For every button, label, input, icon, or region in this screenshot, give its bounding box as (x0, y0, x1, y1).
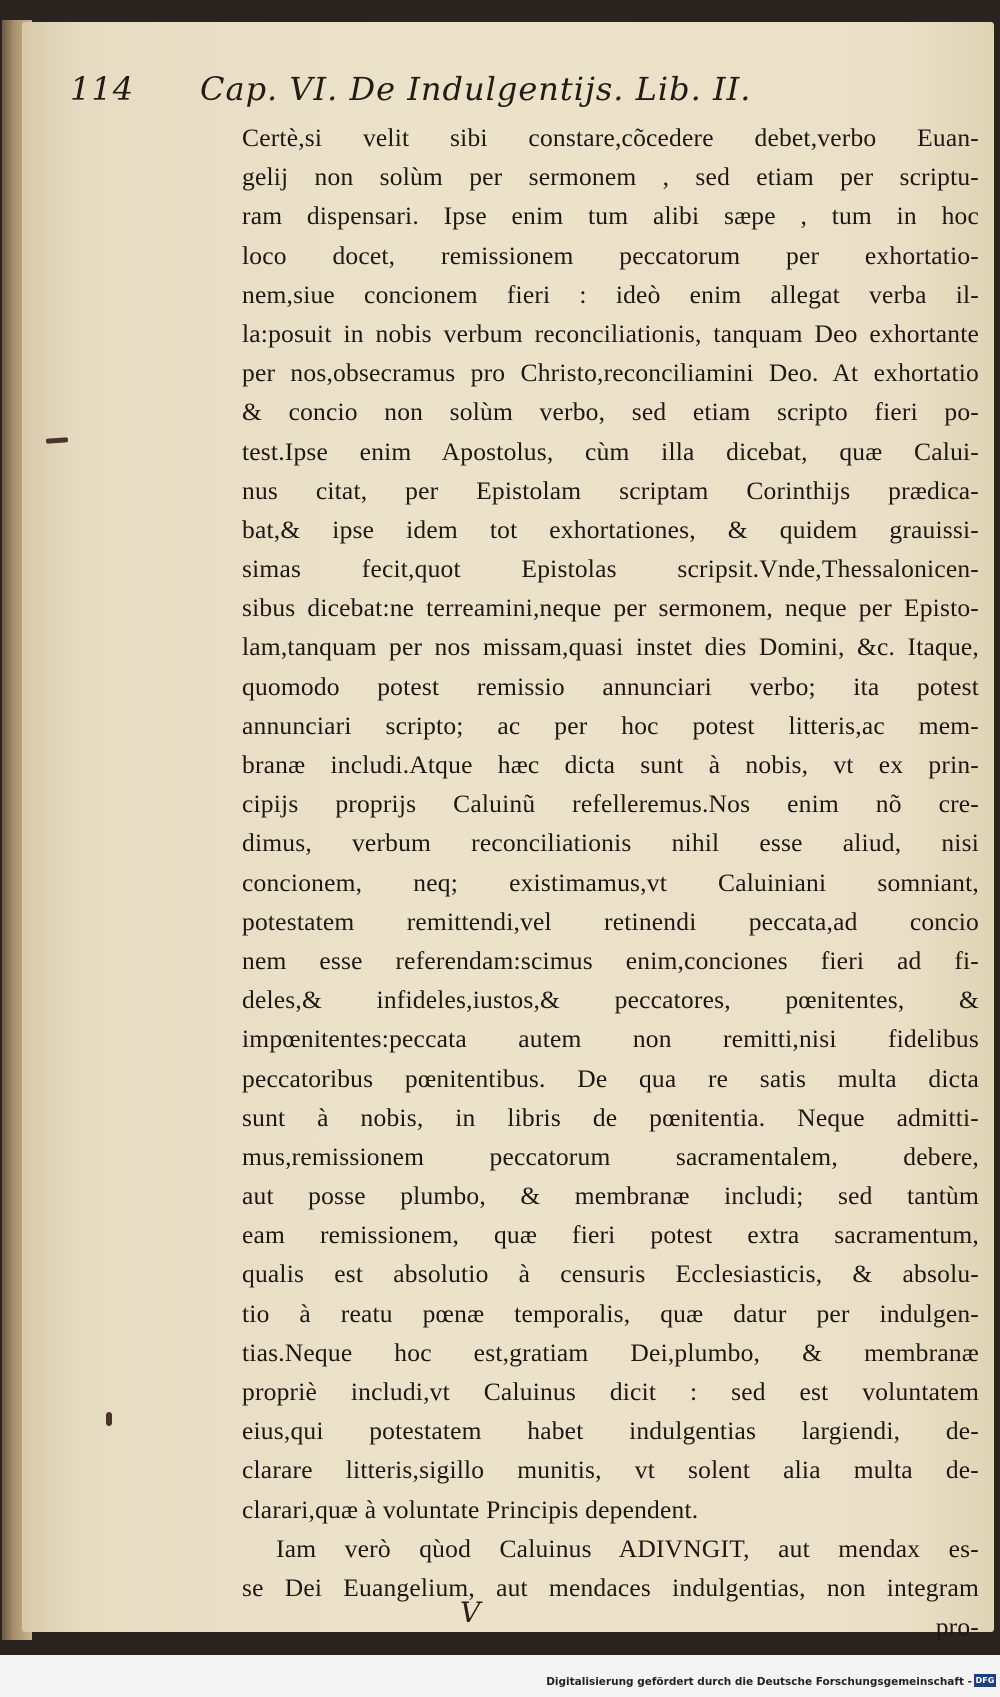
text-line: bat,& ipse idem tot exhortationes, & quidem grauissi- (242, 514, 979, 544)
footer-credit: Digitalisierung gefördert durch die Deutsche Forschungsgemeinschaft - (546, 1676, 972, 1688)
text-line: se Dei Euangelium, aut mendaces indulgentias, non integram (242, 1572, 979, 1602)
text-line: impœnitentes:peccata autem non remitti,nisi fidelibus (242, 1024, 979, 1054)
text-line: clarare litteris,sigillo munitis, vt solent alia multa de- (242, 1455, 979, 1485)
text-line: deles,& infideles,iustos,& peccatores, pœnitentes, & (242, 985, 979, 1015)
text-line: loco docet, remissionem peccatorum per exhortatio- (242, 240, 979, 270)
text-line: la:posuit in nobis verbum reconciliationis, tanquam Deo exhortante (242, 318, 979, 348)
text-line: eius,qui potestatem habet indulgentias largiendi, de- (242, 1416, 979, 1446)
text-line: Certè,si velit sibi constare,cõcedere debet,verbo Euan- (242, 123, 979, 152)
text-line: simas fecit,quot Epistolas scripsit.Vnde,Thessalonicen- (242, 554, 979, 584)
text-line: annunciari scripto; ac per hoc potest litteris,ac mem- (242, 710, 979, 740)
text-line: nus citat, per Epistolam scriptam Corinthijs prædica- (242, 475, 979, 505)
text-line: aut posse plumbo, & membranæ includi; sed tantùm (242, 1181, 979, 1211)
page-header (70, 70, 970, 120)
text-line: mus,remissionem peccatorum sacramentalem, debere, (242, 1141, 979, 1171)
catchword: pro- (935, 1612, 979, 1642)
text-line: lam,tanquam per nos missam,quasi instet dies Domini, &c. Itaque, (242, 632, 979, 662)
text-line: quomodo potest remissio annunciari verbo; ita potest (242, 671, 979, 701)
text-line: tias.Neque hoc est,gratiam Dei,plumbo, & membranæ (242, 1337, 979, 1367)
text-line: & concio non solùm verbo, sed etiam scripto fieri po- (242, 397, 979, 427)
page-number: 114 (70, 70, 135, 108)
text-line: test.Ipse enim Apostolus, cùm illa dicebat, quæ Calui- (242, 436, 979, 466)
text-line: dimus, verbum reconciliationis nihil esse aliud, nisi (242, 828, 979, 858)
text-line: tio à reatu pœnæ temporalis, quæ datur per indulgen- (242, 1298, 979, 1328)
running-head: Cap. VI. De Indulgentijs. Lib. II. (200, 70, 752, 108)
text-line: nem,siue concionem fieri : ideò enim allegat verba il- (242, 279, 979, 309)
text-line: sibus dicebat:ne terreamini,neque per sermonem, neque per Episto- (242, 593, 979, 623)
text-line: ram dispensari. Ipse enim tum alibi sæpe , tum in hoc (242, 201, 979, 231)
text-line: potestatem remittendi,vel retinendi peccata,ad concio (242, 906, 979, 936)
text-line: Iam verò qùod Caluinus ADIVNGIT, aut mendax es- (276, 1533, 979, 1563)
text-line: gelij non solùm per sermonem , sed etiam per scriptu- (242, 162, 979, 192)
text-line: qualis est absolutio à censuris Ecclesiasticis, & absolu- (242, 1259, 979, 1289)
text-line: eam remissionem, quæ fieri potest extra sacramentum, (242, 1220, 979, 1250)
body-text (242, 118, 979, 1646)
text-line: nem esse referendam:scimus enim,conciones fieri ad fi- (242, 945, 979, 975)
text-line: propriè includi,vt Caluinus dicit : sed est voluntatem (242, 1377, 979, 1406)
signature-mark: V (460, 1596, 481, 1629)
dfg-logo: DFG (975, 1676, 995, 1685)
text-line: peccatoribus pœnitentibus. De qua re satis multa dicta (242, 1063, 979, 1093)
margin-ink-dot (106, 1412, 112, 1426)
text-line: per nos,obsecramus pro Christo,reconciliamini Deo. At exhortatio (242, 358, 979, 388)
text-line: branæ includi.Atque hæc dicta sunt à nobis, vt ex prin- (242, 750, 979, 779)
text-line: cipijs proprijs Caluinũ refelleremus.Nos enim nõ cre- (242, 789, 979, 819)
text-line: clarari,quæ à voluntate Principis dependent. (242, 1494, 699, 1524)
text-line: concionem, neq; existimamus,vt Caluiniani somniant, (242, 867, 979, 897)
text-line: sunt à nobis, in libris de pœnitentia. Neque admitti- (242, 1102, 979, 1132)
